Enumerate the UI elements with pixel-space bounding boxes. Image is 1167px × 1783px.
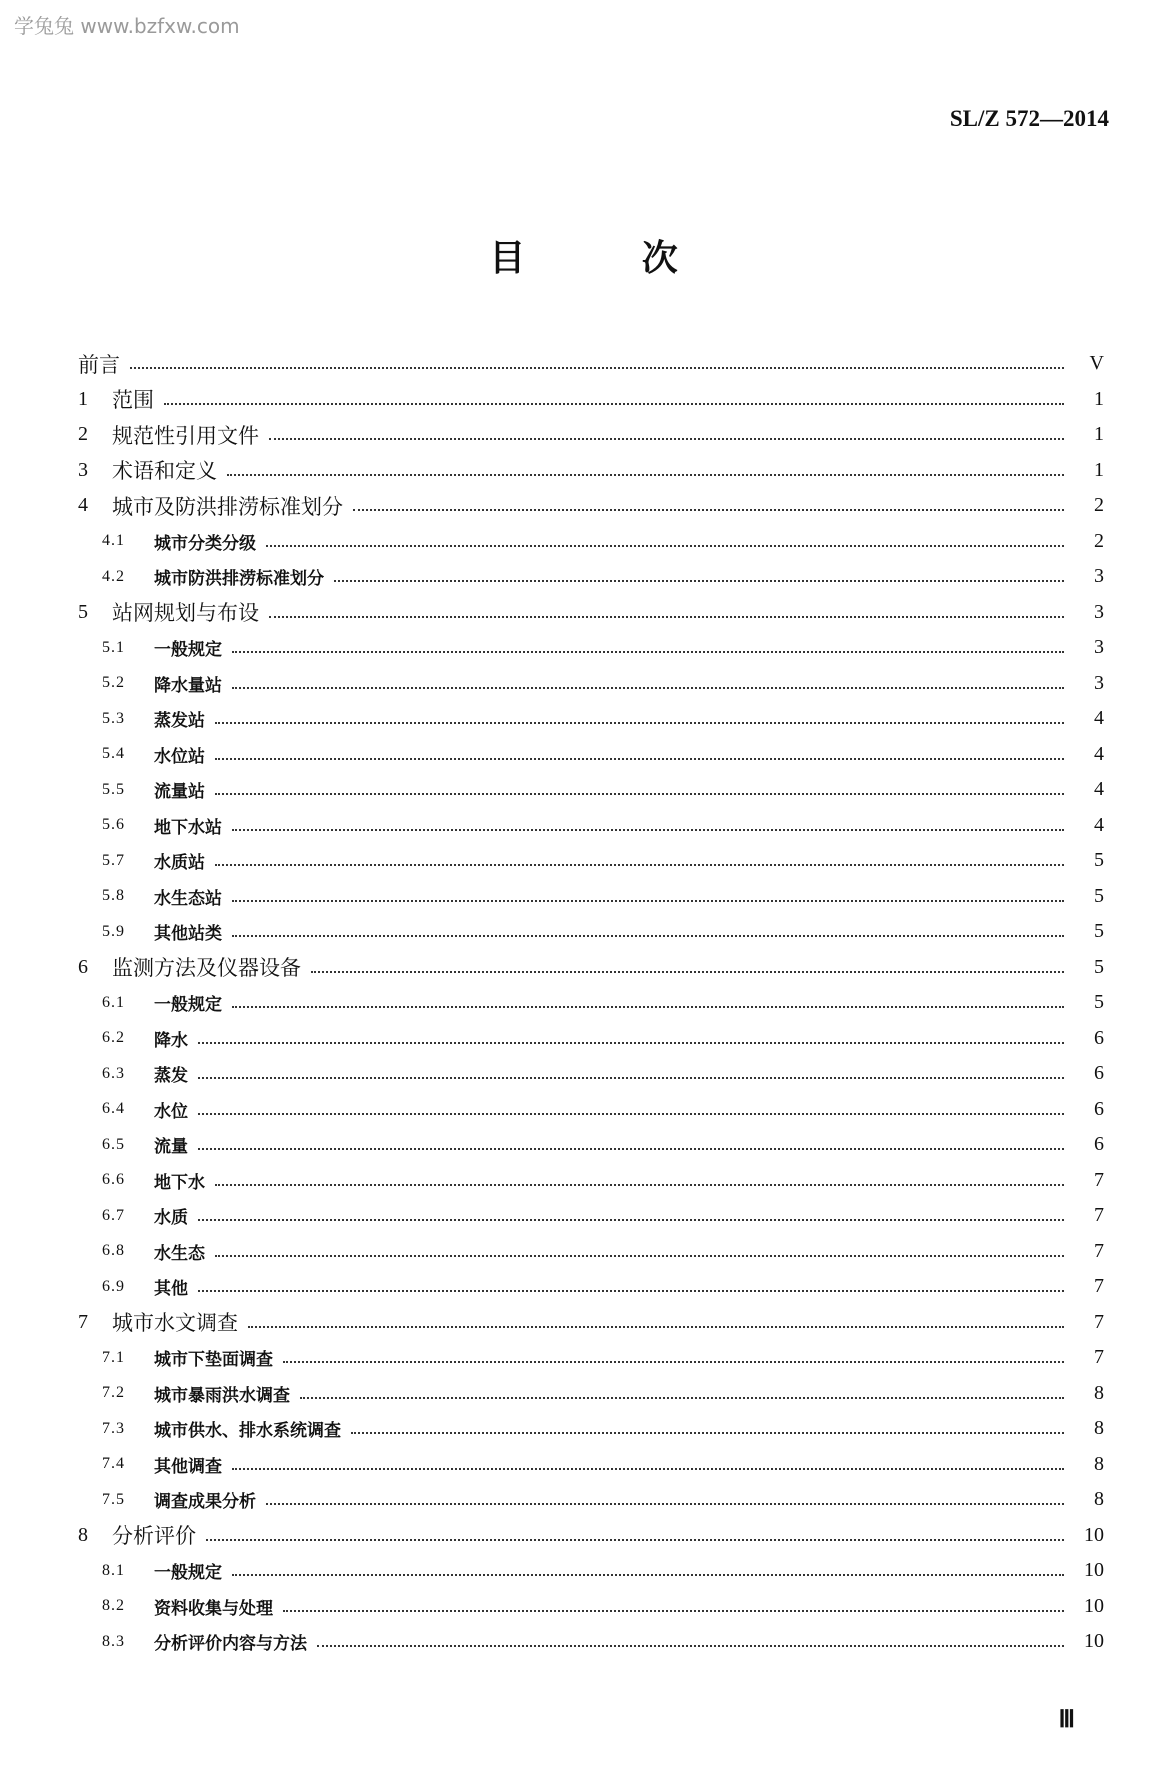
toc-entry-page: 5 <box>1094 955 1104 978</box>
toc-entry[interactable] <box>78 701 1104 737</box>
toc-entry-page: 10 <box>1084 1559 1104 1582</box>
toc-entry[interactable] <box>78 630 1104 666</box>
toc-entry[interactable] <box>78 1269 1104 1305</box>
toc-entry-number: 8 <box>78 1523 88 1546</box>
dot-leader <box>215 1254 1064 1257</box>
toc-entry[interactable] <box>78 1234 1104 1270</box>
toc-entry-label: 分析评价内容与方法 <box>154 1634 307 1655</box>
toc-entry-label: 一般规定 <box>154 640 222 661</box>
toc-entry-number: 7.4 <box>102 1455 125 1473</box>
toc-entry-number: 5.1 <box>102 638 125 656</box>
toc-entry-number: 6.7 <box>102 1206 125 1224</box>
toc-entry-label: 降水量站 <box>154 675 222 696</box>
toc-entry[interactable] <box>78 417 1104 453</box>
toc-entry-label: 范围 <box>112 388 154 413</box>
toc-entry-label: 其他调查 <box>154 1456 222 1477</box>
toc-entry-page: 2 <box>1094 529 1104 552</box>
toc-entry-number: 7.5 <box>102 1490 125 1508</box>
toc-entry-label: 一般规定 <box>154 995 222 1016</box>
toc-entry-label: 地下水 <box>154 1172 205 1193</box>
toc-entry[interactable] <box>78 985 1104 1021</box>
toc-entry[interactable] <box>78 1518 1104 1554</box>
dot-leader <box>198 1076 1064 1079</box>
dot-leader <box>198 1041 1064 1044</box>
toc-entry-number: 8.3 <box>102 1632 125 1650</box>
toc-entry-label: 术语和定义 <box>112 459 217 484</box>
toc-entry[interactable] <box>78 1589 1104 1625</box>
toc-entry-number: 2 <box>78 423 88 446</box>
toc-entry-label: 站网规划与布设 <box>112 601 259 626</box>
toc-entry-number: 6.4 <box>102 1100 125 1118</box>
toc-entry-page: 6 <box>1094 1133 1104 1156</box>
toc-entry-number: 4.2 <box>102 567 125 585</box>
toc-entry-number: 5.5 <box>102 780 125 798</box>
dot-leader <box>266 1502 1064 1505</box>
toc-entry-page: 3 <box>1094 636 1104 659</box>
toc-entry-page: 4 <box>1094 813 1104 836</box>
toc-entry-page: 6 <box>1094 1097 1104 1120</box>
toc-entry-page: 3 <box>1094 671 1104 694</box>
toc-entry-page: 10 <box>1084 1594 1104 1617</box>
dot-leader <box>198 1147 1064 1150</box>
toc-entry[interactable] <box>78 808 1104 844</box>
toc-entry-number: 6.3 <box>102 1064 125 1082</box>
toc-entry[interactable] <box>78 382 1104 418</box>
dot-leader <box>353 508 1064 511</box>
dot-leader <box>334 579 1064 582</box>
toc-entry-page: 4 <box>1094 778 1104 801</box>
toc-entry-page: 7 <box>1094 1275 1104 1298</box>
toc-entry-label: 调查成果分析 <box>154 1492 256 1513</box>
toc-entry-label: 蒸发 <box>154 1066 188 1087</box>
dot-leader <box>232 650 1064 653</box>
toc-entry[interactable] <box>78 1056 1104 1092</box>
toc-entry-number: 5 <box>78 600 88 623</box>
toc-entry[interactable] <box>78 914 1104 950</box>
toc-entry[interactable] <box>78 346 1104 382</box>
toc-entry[interactable] <box>78 1305 1104 1341</box>
toc-entry[interactable] <box>78 1198 1104 1234</box>
toc-entry-page: 1 <box>1094 387 1104 410</box>
toc-entry-label: 城市水文调查 <box>112 1311 238 1336</box>
toc-entry-page: 8 <box>1094 1381 1104 1404</box>
toc-entry[interactable] <box>78 1092 1104 1128</box>
toc-entry-number: 6.9 <box>102 1277 125 1295</box>
dot-leader <box>198 1289 1064 1292</box>
toc-entry-label: 水位站 <box>154 746 205 767</box>
dot-leader <box>215 1183 1064 1186</box>
toc-entry-label: 一般规定 <box>154 1563 222 1584</box>
toc-entry[interactable] <box>78 737 1104 773</box>
toc-entry[interactable] <box>78 1340 1104 1376</box>
page-title: 目 次 <box>489 238 730 279</box>
toc-entry-number: 5.8 <box>102 887 125 905</box>
toc-entry-page: 5 <box>1094 849 1104 872</box>
dot-leader <box>351 1431 1064 1434</box>
toc-entry-page: 3 <box>1094 565 1104 588</box>
toc-entry-label: 城市及防洪排涝标准划分 <box>112 494 343 519</box>
dot-leader <box>232 934 1064 937</box>
toc-entry-number: 1 <box>78 387 88 410</box>
toc-entry-label: 流量 <box>154 1137 188 1158</box>
toc-entry-label: 监测方法及仪器设备 <box>112 956 301 981</box>
dot-leader <box>232 828 1064 831</box>
toc-entry-label: 城市暴雨洪水调查 <box>154 1385 290 1406</box>
toc-entry-page: 10 <box>1084 1523 1104 1546</box>
toc-entry-label: 城市分类分级 <box>154 533 256 554</box>
toc-entry-number: 5.6 <box>102 816 125 834</box>
dot-leader <box>232 686 1064 689</box>
toc-entry-number: 5.2 <box>102 674 125 692</box>
toc-entry-page: 7 <box>1094 1168 1104 1191</box>
toc-entry-page: 10 <box>1084 1630 1104 1653</box>
toc-entry-label: 水生态 <box>154 1243 205 1264</box>
dot-leader <box>215 792 1064 795</box>
toc-entry-label: 地下水站 <box>154 817 222 838</box>
toc-entry[interactable] <box>78 488 1104 524</box>
toc-entry-number: 4.1 <box>102 532 125 550</box>
dot-leader <box>130 366 1064 369</box>
toc-entry-number: 5.7 <box>102 851 125 869</box>
toc-entry-label: 其他站类 <box>154 924 222 945</box>
toc-entry-page: 6 <box>1094 1062 1104 1085</box>
dot-leader <box>283 1609 1064 1612</box>
table-of-contents <box>78 346 1104 1660</box>
dot-leader <box>206 1538 1064 1541</box>
toc-entry-page: 1 <box>1094 423 1104 446</box>
toc-entry-number: 5.4 <box>102 745 125 763</box>
toc-entry[interactable] <box>78 1447 1104 1483</box>
dot-leader <box>227 473 1064 476</box>
toc-entry-number: 6.1 <box>102 993 125 1011</box>
toc-entry[interactable] <box>78 843 1104 879</box>
dot-leader <box>215 757 1064 760</box>
toc-entry[interactable] <box>78 524 1104 560</box>
toc-entry-number: 7.2 <box>102 1384 125 1402</box>
toc-entry-label: 分析评价 <box>112 1524 196 1549</box>
toc-entry-label: 水位 <box>154 1101 188 1122</box>
dot-leader <box>232 1005 1064 1008</box>
toc-entry-number: 3 <box>78 458 88 481</box>
toc-entry[interactable] <box>78 1624 1104 1660</box>
toc-entry-number: 7 <box>78 1310 88 1333</box>
toc-entry-label: 水生态站 <box>154 888 222 909</box>
toc-entry-page: 1 <box>1094 458 1104 481</box>
toc-entry-label: 规范性引用文件 <box>112 423 259 448</box>
dot-leader <box>266 544 1064 547</box>
toc-entry-page: 4 <box>1094 707 1104 730</box>
toc-entry-page: 3 <box>1094 600 1104 623</box>
toc-entry-page: 8 <box>1094 1488 1104 1511</box>
toc-entry-label: 水质站 <box>154 853 205 874</box>
toc-entry-page: 5 <box>1094 991 1104 1014</box>
toc-entry-label: 其他 <box>154 1279 188 1300</box>
toc-entry-page: 7 <box>1094 1239 1104 1262</box>
dot-leader <box>198 1218 1064 1221</box>
dot-leader <box>232 899 1064 902</box>
toc-entry[interactable] <box>78 1553 1104 1589</box>
toc-entry[interactable] <box>78 453 1104 489</box>
toc-entry-label: 城市下垫面调查 <box>154 1350 273 1371</box>
toc-entry-label: 城市防洪排涝标准划分 <box>154 569 324 590</box>
toc-entry[interactable] <box>78 1376 1104 1412</box>
toc-entry-label: 蒸发站 <box>154 711 205 732</box>
toc-entry-number: 6.5 <box>102 1135 125 1153</box>
toc-entry-number: 7.3 <box>102 1419 125 1437</box>
toc-entry-label: 降水 <box>154 1030 188 1051</box>
toc-entry[interactable] <box>78 772 1104 808</box>
toc-entry-page: 8 <box>1094 1452 1104 1475</box>
toc-entry-page: 7 <box>1094 1310 1104 1333</box>
dot-leader <box>232 1467 1064 1470</box>
dot-leader <box>215 721 1064 724</box>
toc-entry-number: 8.1 <box>102 1561 125 1579</box>
toc-entry-number: 6.2 <box>102 1029 125 1047</box>
toc-entry-label: 流量站 <box>154 782 205 803</box>
toc-entry-page: V <box>1089 352 1104 375</box>
toc-entry[interactable] <box>78 1411 1104 1447</box>
toc-entry-number: 5.9 <box>102 922 125 940</box>
toc-entry-label: 资料收集与处理 <box>154 1598 273 1619</box>
toc-entry-page: 6 <box>1094 1026 1104 1049</box>
toc-entry-page: 8 <box>1094 1417 1104 1440</box>
toc-entry-label: 水质 <box>154 1208 188 1229</box>
dot-leader <box>198 1112 1064 1115</box>
toc-entry[interactable] <box>78 1482 1104 1518</box>
toc-entry[interactable] <box>78 595 1104 631</box>
toc-entry-number: 6.8 <box>102 1242 125 1260</box>
toc-entry[interactable] <box>78 666 1104 702</box>
toc-entry-page: 4 <box>1094 742 1104 765</box>
toc-entry[interactable] <box>78 950 1104 986</box>
page-number: Ⅲ <box>1058 1707 1075 1733</box>
toc-entry[interactable] <box>78 879 1104 915</box>
toc-entry-number: 8.2 <box>102 1597 125 1615</box>
toc-entry-label: 前言 <box>78 352 120 377</box>
dot-leader <box>269 615 1064 618</box>
watermark: 学兔兔 www.bzfxw.com <box>14 14 240 38</box>
dot-leader <box>311 970 1064 973</box>
dot-leader <box>248 1325 1064 1328</box>
toc-entry[interactable] <box>78 559 1104 595</box>
toc-entry-number: 6.6 <box>102 1171 125 1189</box>
toc-entry-page: 5 <box>1094 920 1104 943</box>
toc-entry-label: 城市供水、排水系统调查 <box>154 1421 341 1442</box>
dot-leader <box>215 863 1064 866</box>
dot-leader <box>300 1396 1064 1399</box>
dot-leader <box>232 1573 1064 1576</box>
toc-entry-number: 5.3 <box>102 709 125 727</box>
toc-entry[interactable] <box>78 1021 1104 1057</box>
dot-leader <box>283 1360 1064 1363</box>
toc-entry-number: 7.1 <box>102 1348 125 1366</box>
dot-leader <box>164 402 1064 405</box>
toc-entry-number: 4 <box>78 494 88 517</box>
dot-leader <box>317 1644 1064 1647</box>
toc-entry-page: 7 <box>1094 1204 1104 1227</box>
toc-entry-page: 2 <box>1094 494 1104 517</box>
toc-entry-page: 5 <box>1094 884 1104 907</box>
dot-leader <box>269 437 1064 440</box>
standard-code: SL/Z 572—2014 <box>949 106 1109 131</box>
toc-entry[interactable] <box>78 1127 1104 1163</box>
toc-entry-page: 7 <box>1094 1346 1104 1369</box>
toc-entry-number: 6 <box>78 955 88 978</box>
toc-entry[interactable] <box>78 1163 1104 1199</box>
